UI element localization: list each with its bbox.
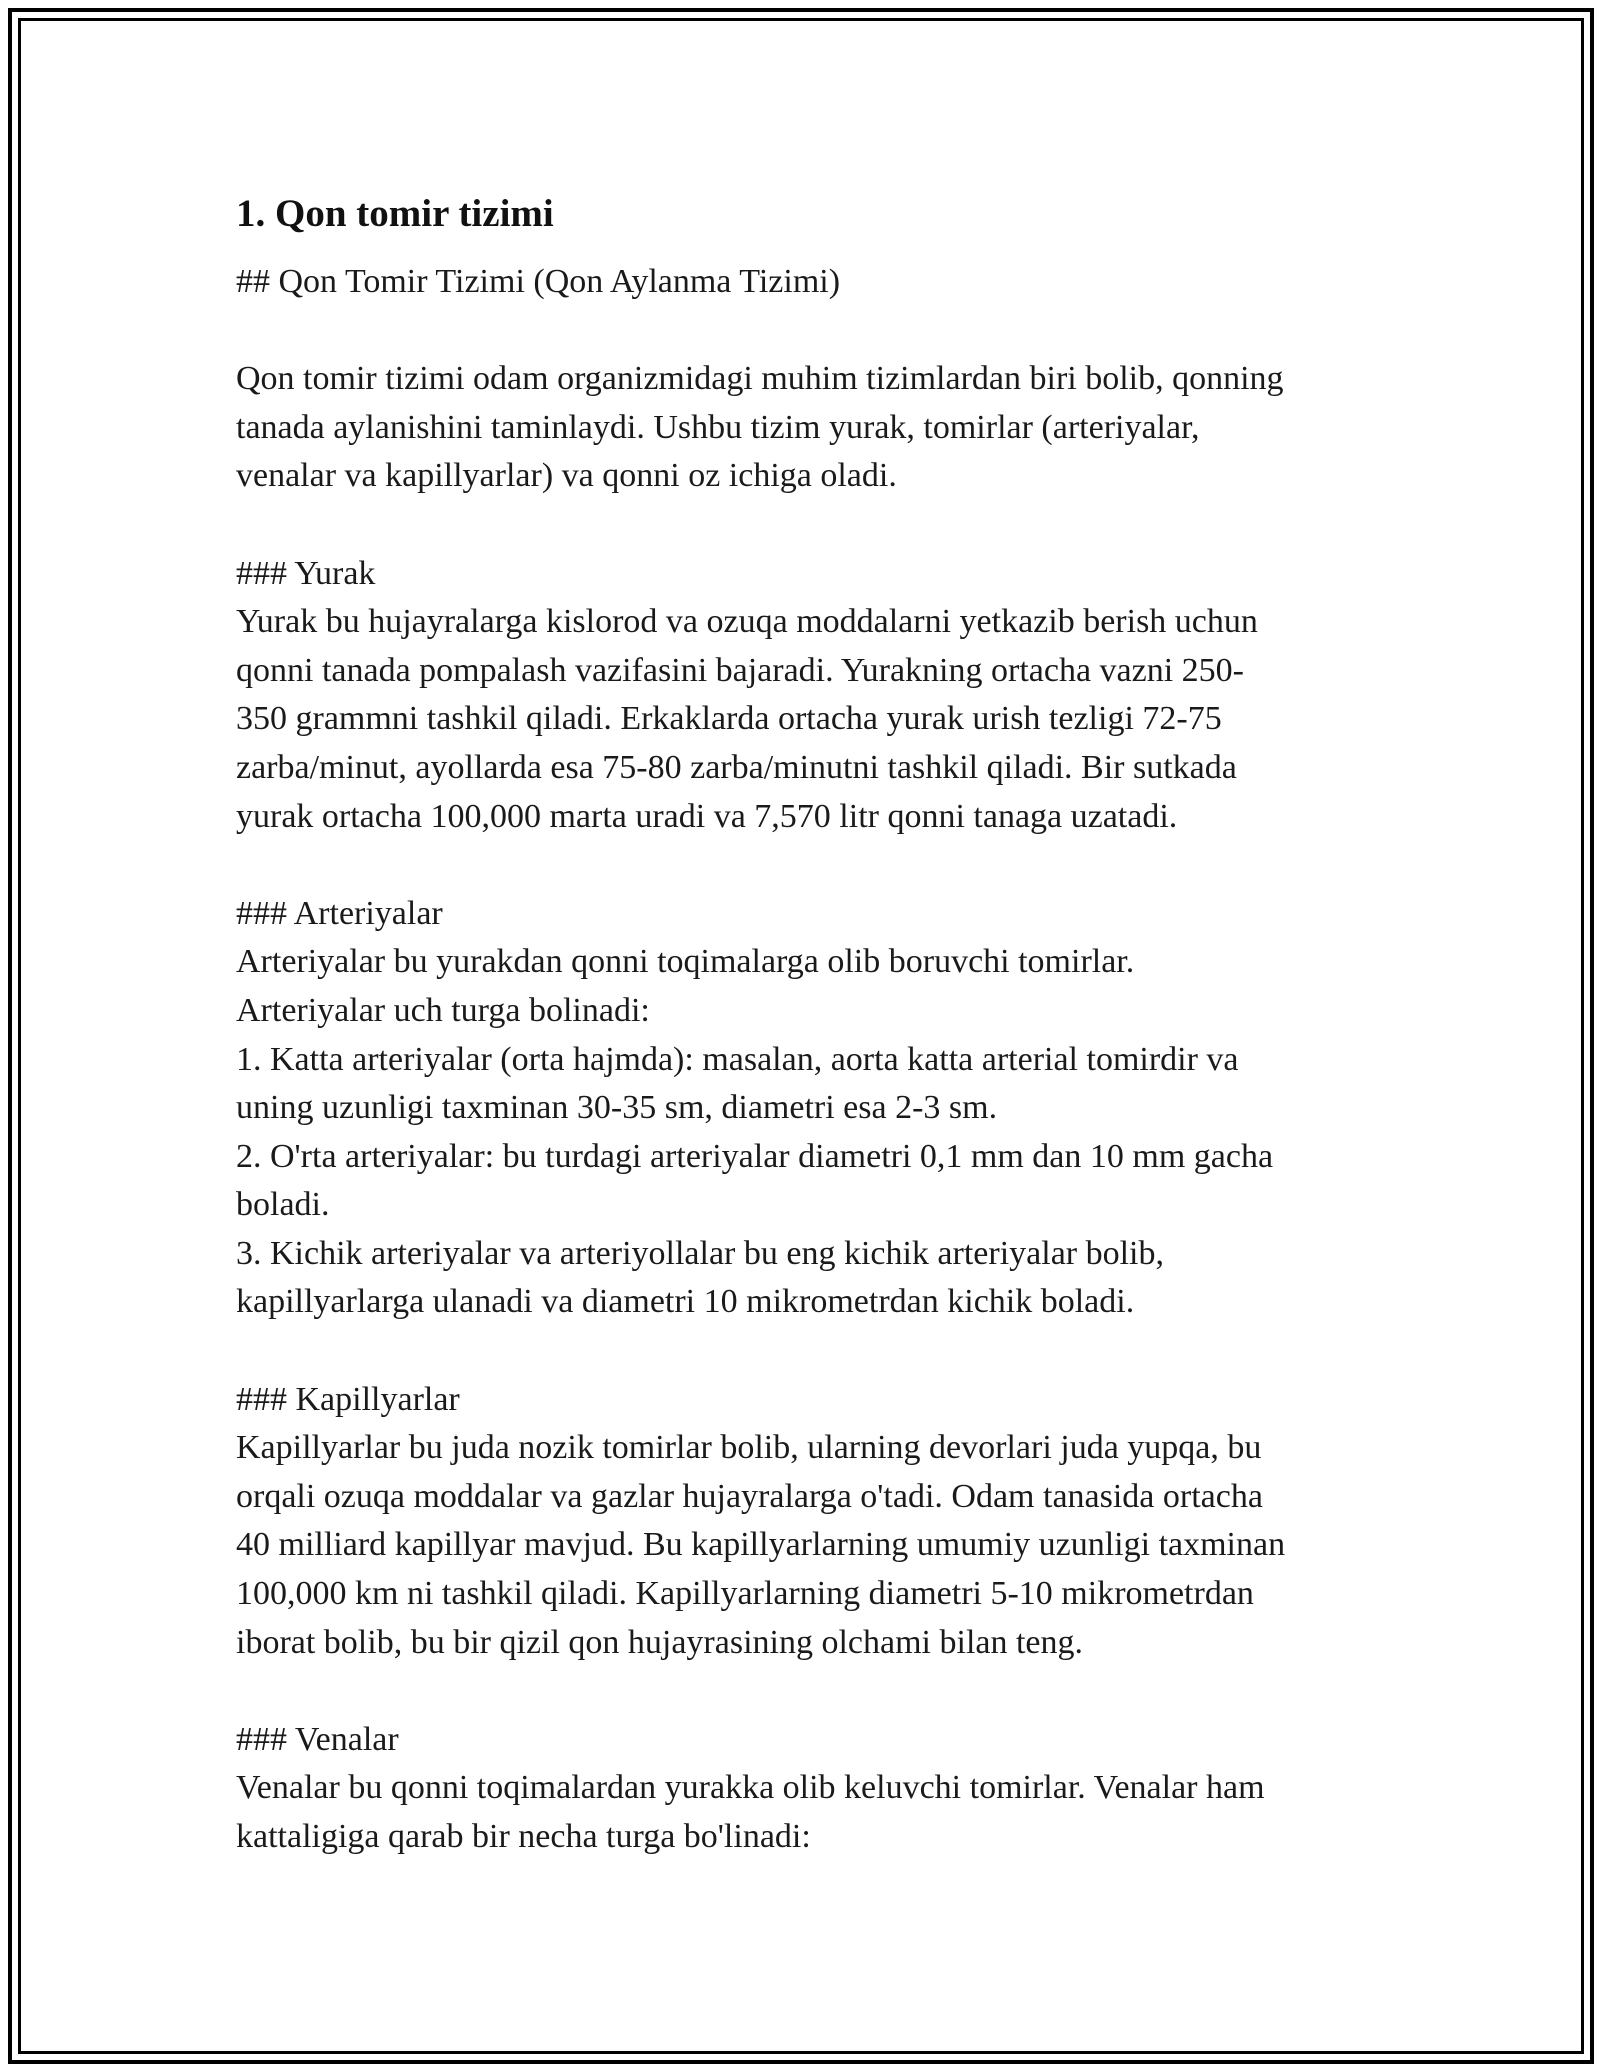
section-line: 350 grammni tashkil qiladi. Erkaklarda ortacha yurak urish tezligi 72-75: [236, 700, 1222, 738]
paragraph-gap: [236, 501, 1396, 550]
section-line: 1. Katta arteriyalar (orta hajmda): masalan, aorta katta arterial tomirdir va: [236, 1040, 1239, 1078]
section-line: kapillyarlarga ulanadi va diametri 10 mikrometrdan kichik boladi.: [236, 1283, 1135, 1321]
page-title: 1. Qon tomir tizimi: [236, 192, 554, 235]
section-line: Arteriyalar bu yurakdan qonni toqimalarga olib boruvchi tomirlar.: [236, 943, 1135, 981]
intro-line: Qon tomir tizimi odam organizmidagi muhim tizimlardan biri bolib, qonning: [236, 360, 1284, 398]
section-line: zarba/minut, ayollarda esa 75-80 zarba/minutni tashkil qiladi. Bir sutkada: [236, 748, 1237, 786]
section-line: 40 milliard kapillyar mavjud. Bu kapillyarlarning umumiy uzunligi taxminan: [236, 1526, 1286, 1564]
section-line: Arteriyalar uch turga bolinadi:: [236, 991, 650, 1029]
section-heading-venalar: ### Venalar: [236, 1720, 399, 1758]
section-line: 3. Kichik arteriyalar va arteriyollalar bu eng kichik arteriyalar bolib,: [236, 1234, 1164, 1272]
section-line: yurak ortacha 100,000 marta uradi va 7,570 litr qonni tanaga uzatadi.: [236, 797, 1178, 835]
section-heading-yurak: ### Yurak: [236, 554, 376, 592]
section-line: 100,000 km ni tashkil qiladi. Kapillyarlarning diametri 5-10 mikrometrdan: [236, 1575, 1254, 1613]
paragraph-gap: [236, 1327, 1396, 1376]
section-line: Venalar bu qonni toqimalardan yurakka olib keluvchi tomirlar. Venalar ham: [236, 1769, 1265, 1807]
section-line: boladi.: [236, 1186, 330, 1224]
section-line: orqali ozuqa moddalar va gazlar hujayralarga o'tadi. Odam tanasida ortacha: [236, 1477, 1263, 1515]
subtitle: ## Qon Tomir Tizimi (Qon Aylanma Tizimi): [236, 263, 841, 300]
section-heading-kapillyarlar: ### Kapillyarlar: [236, 1380, 460, 1418]
section-line: kattaligiga qarab bir necha turga bo'linadi:: [236, 1818, 811, 1855]
section-heading-arteriyalar: ### Arteriyalar: [236, 894, 443, 932]
section-line: uning uzunligi taxminan 30-35 sm, diametri esa 2-3 sm.: [236, 1089, 998, 1127]
section-line: iborat bolib, bu bir qizil qon hujayrasining olchami bilan teng.: [236, 1623, 1084, 1661]
paragraph-gap: [236, 1667, 1396, 1716]
section-line: 2. O'rta arteriyalar: bu turdagi arteriyalar diametri 0,1 mm dan 10 mm gacha: [236, 1137, 1274, 1175]
section-line: qonni tanada pompalash vazifasini bajaradi. Yurakning ortacha vazni 250-: [236, 651, 1244, 689]
document-body: [236, 182, 1396, 1862]
paragraph-gap: [236, 841, 1396, 890]
section-line: Yurak bu hujayralarga kislorod va ozuqa moddalarni yetkazib berish uchun: [236, 603, 1258, 641]
intro-line: venalar va kapillyarlar) va qonni oz ichiga oladi.: [236, 457, 897, 495]
paragraph-gap: [236, 307, 1396, 356]
section-line: Kapillyarlar bu juda nozik tomirlar bolib, ularning devorlari juda yupqa, bu: [236, 1429, 1262, 1467]
intro-line: tanada aylanishini taminlaydi. Ushbu tizim yurak, tomirlar (arteriyalar,: [236, 408, 1200, 446]
